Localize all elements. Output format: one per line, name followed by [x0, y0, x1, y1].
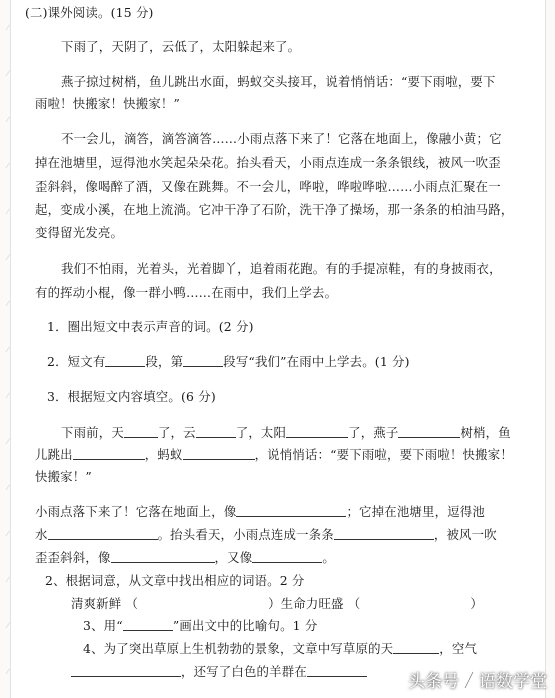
answer-blank[interactable]: [124, 424, 158, 438]
passage-paragraph-4-line-1: 我们不怕雨，光着头，光着脚丫，追着雨花跑。有的手提凉鞋，有的身披雨衣，: [61, 261, 502, 276]
answer-blank[interactable]: [111, 549, 215, 563]
question-2b-answer-row: 清爽新鲜 （ ）生命力旺盛 （ ）: [71, 596, 483, 611]
answer-blank[interactable]: [71, 663, 181, 677]
passage-paragraph-3-line-1: 不一会儿，滴答，滴答滴答……小雨点落下来了！它落在地面上，像融小黄；它: [61, 131, 502, 146]
watermark-prefix: 头条号: [408, 672, 459, 692]
slash-icon: [463, 670, 475, 690]
question-3: 3．根据短文内容填空。(6 分): [47, 389, 216, 404]
question-2: 2．短文有 段，第 段写“我们”在雨中上学去。(1 分): [47, 354, 410, 369]
passage-paragraph-1: 下雨了，天阴了，云低了，太阳躲起来了。: [61, 39, 301, 54]
answer-blank[interactable]: [196, 424, 236, 438]
answer-blank[interactable]: [236, 503, 346, 517]
fill-blank-2-line-1: 小雨点落下来了！它落在地面上，像 ；它掉在池塘里，逗得池: [35, 504, 485, 519]
answer-blank[interactable]: [183, 353, 223, 367]
answer-blank[interactable]: [393, 640, 439, 654]
answer-blank[interactable]: [286, 424, 348, 438]
answer-blank[interactable]: [252, 549, 322, 563]
passage-paragraph-3-line-5: 变得留光发亮。: [35, 225, 124, 240]
question-3b: 3、用“ ”画出文中的比喻句。1 分: [83, 618, 318, 633]
passage-paragraph-2-line-1: 燕子掠过树梢，鱼儿跳出水面，蚂蚁交头接耳，说着悄悄话：“要下雨啦，要下: [61, 74, 496, 89]
fill-blank-2-line-2: 水 。抬头看天，小雨点连成一条条 ，被风一吹: [35, 527, 497, 542]
passage-paragraph-3-line-4: 起，变成小溪，在地上流淌。它冲干净了石阶，洗干净了操场，那一条条的柏油马路，: [35, 202, 514, 217]
worksheet-page: [10, 0, 546, 698]
fill-blank-2-line-3: 歪歪斜斜，像 ，又像 。: [35, 550, 335, 565]
fill-blank-1-line-2: 儿跳出 ，蚂蚁 ，说悄悄话：“要下雨啦，要下雨啦！快搬家！: [35, 447, 513, 462]
fill-blank-1-line-1: 下雨前，天 了，云 了，太阳 了，燕子 树梢，鱼: [61, 425, 511, 440]
passage-paragraph-4-line-2: 有的挥动小棍，像一群小鸭……在雨中，我们上学去。: [35, 285, 338, 300]
answer-blank[interactable]: [105, 353, 145, 367]
answer-blank[interactable]: [334, 526, 434, 540]
passage-paragraph-3-line-3: 歪斜斜，像喝醉了酒，又像在跳舞。不一会儿，哗啦，哗啦哗啦……小雨点汇聚在一: [35, 179, 501, 194]
question-4b-line-1: 4、为了突出草原上生机勃勃的景象，文章中写草原的天 ，空气: [83, 641, 478, 656]
watermark-name: 语数学堂: [479, 672, 547, 692]
answer-blank[interactable]: [73, 446, 145, 460]
passage-paragraph-3-line-2: 掉在池塘里，逗得池水笑起朵朵花。抬头看天，小雨点连成一条条银线，被风一吹歪: [35, 155, 501, 170]
passage-paragraph-2-line-2: 雨啦！快搬家！快搬家！”: [35, 96, 181, 111]
answer-blank[interactable]: [48, 526, 158, 540]
watermark: [408, 667, 547, 692]
question-4b-line-2: ，还写了白色的羊群在: [71, 663, 367, 681]
answer-blank[interactable]: [398, 424, 460, 438]
question-1: 1．圈出短文中表示声音的词。(2 分): [47, 319, 254, 334]
answer-blank[interactable]: [307, 663, 367, 677]
question-2b: 2、根据词意，从文章中找出相应的词语。2 分: [45, 573, 305, 588]
answer-blank[interactable]: [123, 617, 173, 631]
fill-blank-1-line-3: 快搬家！”: [35, 469, 92, 484]
section-title: (二)课外阅读。(15 分): [25, 5, 154, 20]
answer-blank[interactable]: [183, 446, 255, 460]
